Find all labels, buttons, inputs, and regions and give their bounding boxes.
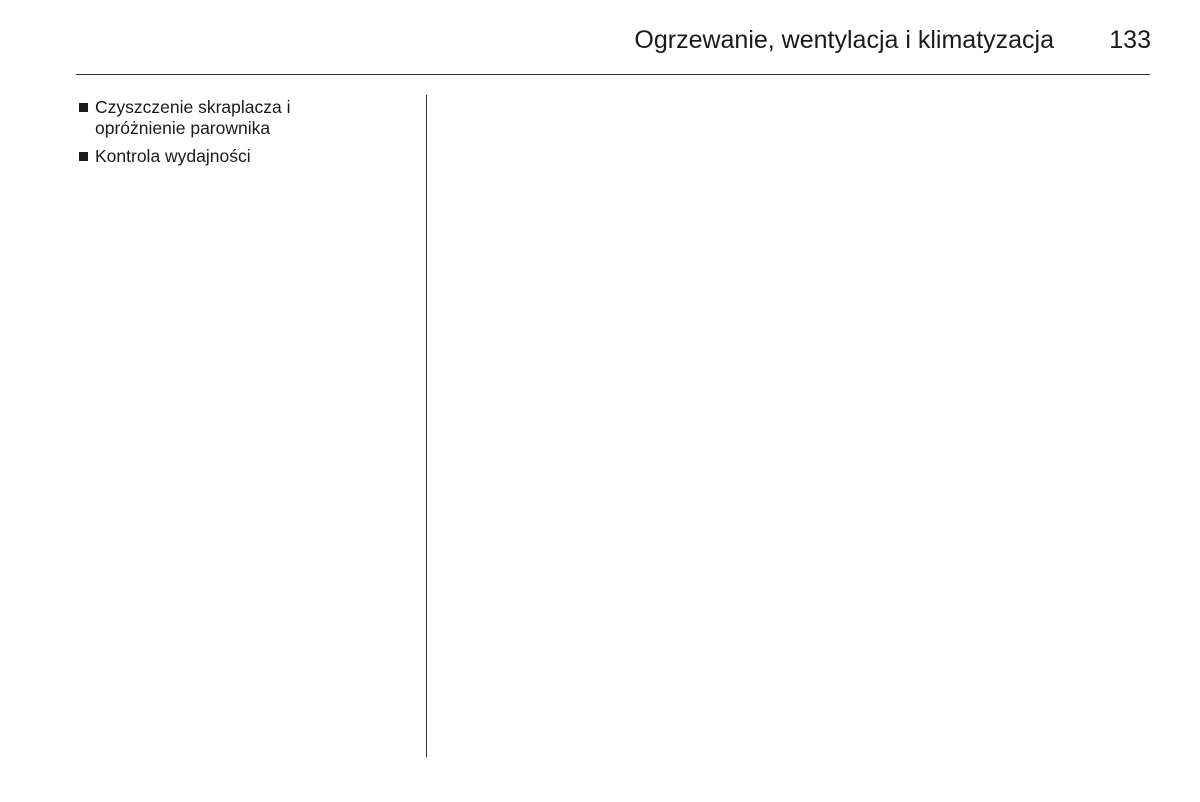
list-item [78,146,408,167]
list-item [78,97,408,139]
list-item-text: Czyszczenie skraplacza i [95,97,291,117]
maintenance-list [78,97,408,174]
square-bullet-icon [79,152,88,161]
page-number: 133 [1109,26,1151,54]
list-item-text: opróżnienie parownika [95,118,271,138]
page-header [0,0,1200,76]
square-bullet-icon [79,103,88,112]
header-rule [76,74,1150,75]
column-divider [426,95,427,757]
list-item-text: Kontrola wydajności [95,146,251,166]
chapter-title: Ogrzewanie, wentylacja i klimatyzacja [634,26,1054,54]
